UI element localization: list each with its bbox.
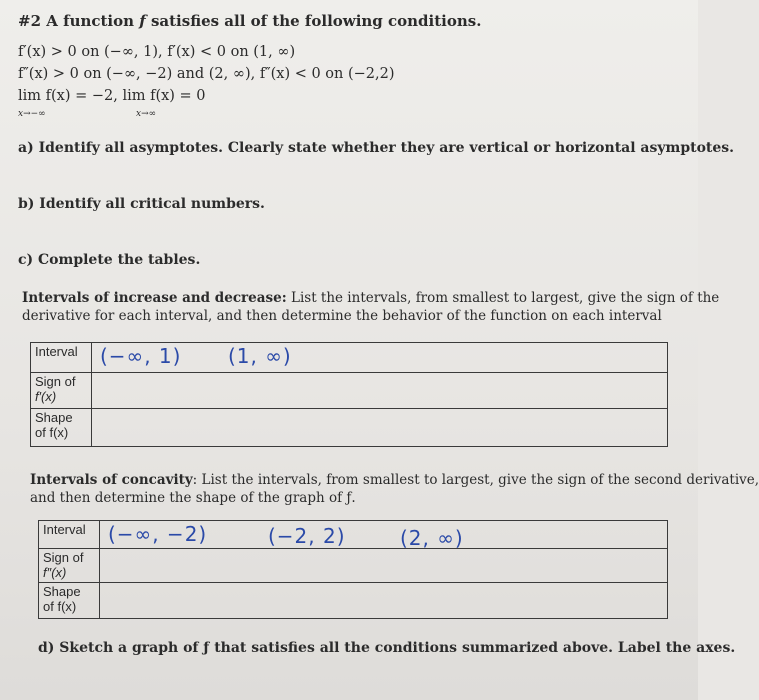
table2-sign-cell[interactable] xyxy=(100,549,668,583)
table1-sign-label xyxy=(31,373,92,409)
handwritten-concavity-interval-1: (−∞, −2) xyxy=(108,522,208,546)
table2-shape-cell[interactable] xyxy=(100,583,668,619)
increase-text-1: List the intervals, from smallest to largest, give the sign of the xyxy=(286,290,720,306)
part-d-question: d) Sketch a graph of ƒ that satisfies all the conditions summarized above. Label the axes. xyxy=(38,640,736,656)
table2-sign-label xyxy=(39,549,100,583)
handwritten-concavity-interval-2: (−2, 2) xyxy=(268,524,346,548)
handwritten-interval-2: (1, ∞) xyxy=(228,344,292,368)
table1-sign-cell[interactable] xyxy=(92,373,668,409)
condition-limits: lim f(x) = −2, lim f(x) = 0 xyxy=(18,88,206,104)
table1-shape-cell[interactable] xyxy=(92,409,668,447)
shape-label-text: Shape xyxy=(35,410,73,425)
table2-shape-label xyxy=(39,583,100,619)
handwritten-concavity-interval-3: (2, ∞) xyxy=(400,526,464,550)
increase-instructions-line2: derivative for each interval, and then determine the behavior of the function on each interval xyxy=(22,308,662,324)
fdoubleprime-label-text: f″(x) xyxy=(43,565,67,580)
sign2-label-text: Sign of xyxy=(43,550,84,565)
part-a-question: a) Identify all asymptotes. Clearly state whether they are vertical or horizontal asymptotes. xyxy=(18,140,735,156)
table2-interval-label xyxy=(39,521,100,549)
concavity-text-1: : List the intervals, from smallest to largest, give the sign of the second derivative, xyxy=(192,472,759,488)
offx-label-text: of f(x) xyxy=(35,425,69,440)
shape2-label-text: Shape xyxy=(43,584,81,599)
table1-interval-label xyxy=(31,343,92,373)
table1-shape-label xyxy=(31,409,92,447)
problem-title xyxy=(18,12,481,30)
increase-instructions-line1 xyxy=(22,290,719,306)
title-text-end: satisfies all of the following conditions. xyxy=(145,12,482,30)
part-b-question: b) Identify all critical numbers. xyxy=(18,196,265,212)
fprime-label-text: f′(x) xyxy=(35,389,57,404)
condition-first-derivative: f′(x) > 0 on (−∞, 1), f′(x) < 0 on (1, ∞) xyxy=(18,44,296,60)
limit-subscript-pos-inf: x→∞ xyxy=(136,109,157,119)
title-text: A function xyxy=(46,12,140,30)
interval-label-text: Interval xyxy=(35,344,78,359)
limit-subscript-neg-inf: x→−∞ xyxy=(18,109,46,119)
handwritten-interval-1: (−∞, 1) xyxy=(100,344,182,368)
condition-second-derivative: f″(x) > 0 on (−∞, −2) and (2, ∞), f″(x) < 0 on (−2,2) xyxy=(18,66,395,82)
concavity-heading: Intervals of concavity xyxy=(30,472,193,488)
part-c-question: c) Complete the tables. xyxy=(18,252,201,268)
problem-number: #2 xyxy=(18,12,42,30)
interval2-label-text: Interval xyxy=(43,522,86,537)
sign-label-text: Sign of xyxy=(35,374,76,389)
title-f: f xyxy=(139,12,146,30)
concavity-instructions-line2: and then determine the shape of the graph of ƒ. xyxy=(30,490,356,506)
offx2-label-text: of f(x) xyxy=(43,599,77,614)
concavity-instructions-line1 xyxy=(30,472,759,488)
increase-heading: Intervals of increase and decrease: xyxy=(22,290,287,306)
